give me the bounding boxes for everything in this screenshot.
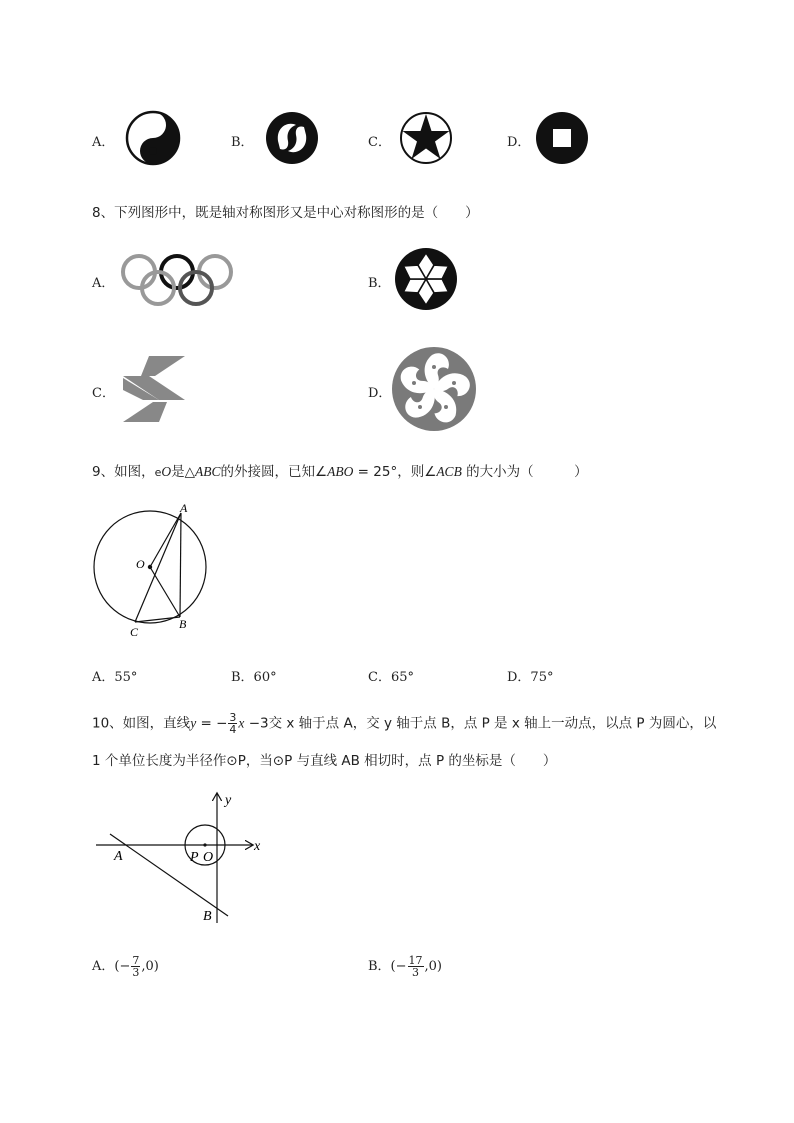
q10-opt-a-num: 7 — [132, 954, 140, 967]
q9-circle-symbol: e — [154, 466, 162, 479]
square-hole-coin-icon — [534, 111, 590, 165]
q8-option-a-letter: A． — [92, 276, 115, 291]
q10-label-o: O — [203, 850, 214, 865]
q9-option-c: C．65° — [368, 670, 414, 685]
q10-opt-a-fraction — [131, 955, 140, 978]
swirl-circle-icon — [264, 111, 320, 165]
q9-tail: 的大小为（ ） — [461, 464, 588, 480]
q10-y: y — [190, 715, 197, 731]
q10-opt-a-den: 3 — [132, 966, 140, 979]
q10-fraction — [228, 712, 237, 735]
suzuki-s-icon — [119, 356, 189, 422]
q10-opt-b-fraction — [408, 955, 424, 978]
q10-opt-b-num: 17 — [408, 954, 423, 967]
q9-acb: ACB — [436, 464, 462, 479]
q10-option-b — [368, 955, 442, 978]
q9-question-text — [92, 460, 588, 480]
q9-mid1: 是△ — [171, 464, 196, 480]
q10-opt-a-prefix: A．(− — [92, 959, 131, 974]
q9-label-c: C — [130, 625, 139, 639]
q10-label-p: P — [190, 850, 199, 865]
q10-label-a: A — [114, 849, 123, 864]
q9-mid3: ，则∠ — [397, 464, 437, 480]
q10-x: x — [238, 715, 245, 731]
q9-label-b: B — [179, 617, 187, 631]
star-in-circle-icon — [398, 111, 454, 165]
olympic-rings-icon — [120, 253, 235, 308]
q9-o: O — [161, 464, 172, 479]
q7-option-d-letter: D． — [507, 135, 531, 150]
q10-eq: = − — [196, 715, 228, 732]
q9-circle-figure — [88, 500, 218, 645]
q9-mid2: 的外接圆，已知∠ — [220, 464, 328, 480]
bauhinia-flower-icon — [390, 345, 478, 433]
q10-prefix: 10、如图，直线 — [92, 715, 191, 732]
q10-label-x: x — [254, 839, 261, 854]
q9-option-b: B．60° — [231, 670, 277, 685]
q8-question-text: 8、下列图形中，既是轴对称图形又是中心对称图形的是（ ） — [92, 205, 479, 221]
q10-question-line2: 1 个单位长度为半径作⊙P，当⊙P 与直线 AB 相切时，点 P 的坐标是（ ） — [92, 753, 557, 769]
q10-label-y: y — [225, 793, 232, 808]
q9-label-o: O — [136, 557, 145, 571]
q10-option-a — [92, 955, 159, 978]
q7-option-b-letter: B． — [231, 135, 254, 150]
q10-line1-rest: 交 x 轴于点 A，交 y 轴于点 B，点 P 是 x 轴上一动点，以点 P 为圆心，以 — [268, 715, 717, 732]
q8-option-d-letter: D． — [368, 386, 392, 401]
q9-prefix: 9、如图， — [92, 464, 155, 480]
q9-option-a: A．55° — [92, 670, 138, 685]
q10-opt-b-tail: ,0) — [424, 959, 443, 974]
q9-abo: ABO — [327, 464, 354, 479]
q9-abc: ABC — [195, 464, 221, 479]
q10-minus3: −3 — [244, 715, 269, 732]
q10-frac-num: 3 — [229, 711, 237, 724]
q10-question-line1 — [92, 712, 716, 735]
q7-option-a-letter: A． — [92, 135, 115, 150]
q10-opt-b-den: 3 — [412, 966, 420, 979]
q9-eq: = 25° — [353, 464, 398, 480]
q10-opt-a-tail: ,0) — [141, 959, 159, 974]
star-of-rhombuses-icon — [394, 247, 458, 311]
q10-coordinate-figure — [92, 788, 272, 928]
q8-option-c-letter: C． — [92, 386, 115, 401]
q9-label-a: A — [180, 501, 188, 515]
q9-option-d: D．75° — [507, 670, 554, 685]
q10-label-b: B — [203, 909, 212, 924]
q10-frac-den: 4 — [229, 723, 237, 736]
yin-yang-icon — [125, 111, 181, 165]
q10-opt-b-prefix: B．(− — [368, 959, 407, 974]
q7-option-c-letter: C． — [368, 135, 391, 150]
q8-option-b-letter: B． — [368, 276, 391, 291]
